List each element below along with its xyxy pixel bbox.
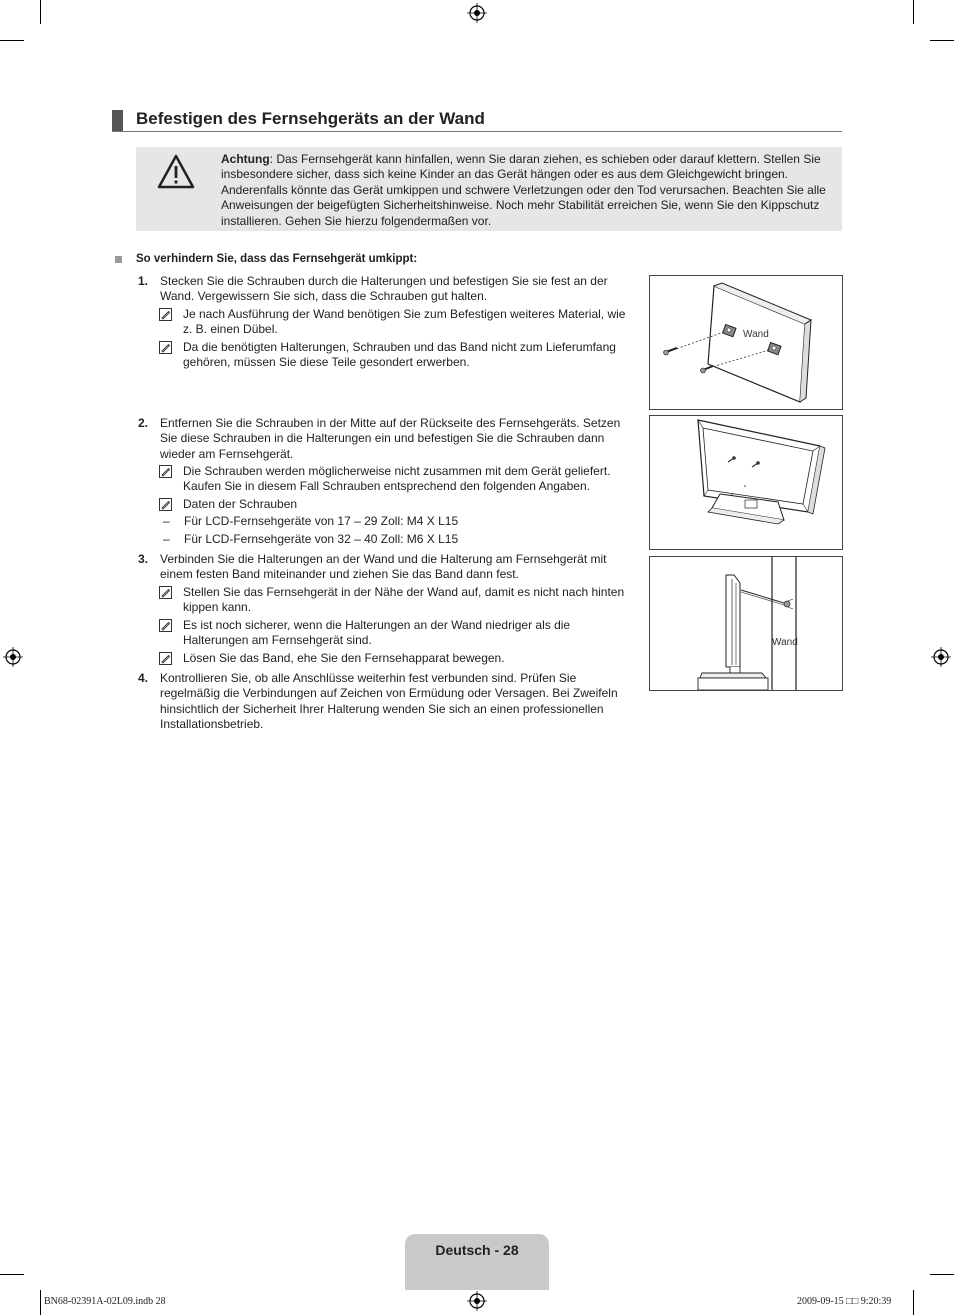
step-number: 3. (138, 552, 149, 566)
crop-mark (40, 1290, 41, 1315)
step-number: 4. (138, 671, 149, 685)
registration-mark-icon (467, 1291, 487, 1311)
crop-mark (913, 1290, 914, 1315)
note-text: Daten der Schrauben (183, 497, 298, 511)
note-text: Je nach Ausführung der Wand benötigen Sie zum Befestigen weiteres Material, wie z. B. einen Dübel. (183, 307, 626, 337)
note-pencil-icon (159, 341, 172, 354)
step-3 (136, 552, 636, 583)
note-item (159, 307, 637, 338)
note-item (159, 464, 637, 495)
note-item (159, 585, 637, 616)
note-text: Stellen Sie das Fernsehgerät in der Nähe der Wand auf, damit es nicht nach hinten kippen kann. (183, 585, 625, 615)
note-pencil-icon (159, 308, 172, 321)
step-2 (136, 416, 636, 462)
title-underline (112, 131, 842, 132)
registration-mark-icon (931, 647, 951, 667)
footer-file-info: BN68-02391A-02L09.indb 28 (44, 1296, 166, 1307)
page-title: Befestigen des Fernsehgeräts an der Wand (136, 109, 485, 128)
dash-item (163, 514, 459, 529)
note-pencil-icon (159, 652, 172, 665)
note-text: Lösen Sie das Band, ehe Sie den Fernsehapparat bewegen. (183, 651, 505, 665)
warning-triangle-icon (156, 153, 196, 191)
step-text: Stecken Sie die Schrauben durch die Halterungen und befestigen Sie sie fest an der Wand. Vergewissern Sie sich, dass die Schrauben gut halten. (160, 274, 608, 304)
wall-label: Wand (743, 329, 769, 340)
crop-mark (913, 0, 914, 24)
figure-tv-back (649, 415, 843, 550)
dash-text: Für LCD-Fernsehgeräte von 17 – 29 Zoll: M4 X L15 (184, 514, 459, 528)
step-text: Kontrollieren Sie, ob alle Anschlüsse weiterhin fest verbunden sind. Prüfen Sie regelmäßig die Verbindungen auf Zeichen von Ermüdung oder Versagen. Bei Zweifeln hinsichtlich der Sicherheit Ihrer Halterung wenden Sie sich an einen professionellen Installationsbetrieb. (160, 671, 618, 732)
crop-mark (0, 1274, 24, 1275)
step-number: 1. (138, 274, 149, 288)
figure-side-strap (649, 556, 843, 691)
wall-label: Wand (772, 637, 798, 648)
caution-text (221, 152, 826, 229)
subsection-title: So verhindern Sie, dass das Fernsehgerät umkippt: (136, 253, 418, 265)
note-pencil-icon (159, 465, 172, 478)
caution-box (136, 147, 842, 231)
caution-body: : Das Fernsehgerät kann hinfallen, wenn Sie daran ziehen, es schieben oder darauf klettern. Stellen Sie insbesondere sicher, dass sich keine Kinder an das Gerät hängen oder es aus dem Gleichgewicht bringen. Anderenfalls könnte das Gerät umkippen und schwere Verletzungen oder den Tod verursachen. Beachten Sie alle Anweisungen der beigefügten Sicherheitshinweise. Noch mehr Stabilität erreichen Sie, wenn Sie den Kippschutz installieren. Gehen Sie hierzu folgendermaßen vor. (221, 152, 826, 228)
registration-mark-icon (3, 647, 23, 667)
note-pencil-icon (159, 498, 172, 511)
note-pencil-icon (159, 619, 172, 632)
tv-back-illustration (650, 416, 842, 549)
crop-mark (40, 0, 41, 24)
step-number: 2. (138, 416, 149, 430)
step-text: Entfernen Sie die Schrauben in der Mitte auf der Rückseite des Fernsehgeräts. Setzen Sie diese Schrauben in die Halterungen ein und befestigen Sie die Schrauben dann wieder am Fernsehgerät. (160, 416, 621, 461)
title-bar-marker (112, 110, 123, 132)
note-text: Es ist noch sicherer, wenn die Halterungen an der Wand niedriger als die Halterungen am Fernsehgerät sind. (183, 618, 571, 648)
note-pencil-icon (159, 586, 172, 599)
step-text: Verbinden Sie die Halterungen an der Wand und die Halterung am Fernsehgerät mit einem festen Band miteinander und ziehen Sie das Band dann fest. (160, 552, 607, 582)
dash-text: Für LCD-Fernsehgeräte von 32 – 40 Zoll: M6 X L15 (184, 532, 459, 546)
note-text: Die Schrauben werden möglicherweise nicht zusammen mit dem Gerät geliefert. Kaufen Sie in diesem Fall Schrauben entsprechend den folgenden Angaben. (183, 464, 611, 494)
step-4 (136, 671, 636, 733)
dash-item (163, 532, 459, 547)
figure-wall-brackets (649, 275, 843, 410)
crop-mark (930, 1274, 954, 1275)
side-strap-illustration (650, 557, 842, 690)
crop-mark (0, 40, 24, 41)
registration-mark-icon (467, 3, 487, 23)
note-item (159, 651, 637, 666)
crop-mark (930, 40, 954, 41)
step-1 (136, 274, 636, 305)
dash-mark: – (163, 514, 170, 528)
note-item (159, 618, 637, 649)
caution-label: Achtung (221, 152, 270, 166)
dash-mark: – (163, 532, 170, 546)
note-item (159, 340, 637, 371)
note-item (159, 497, 637, 512)
footer-datetime: 2009-09-15 □□ 9:20:39 (797, 1296, 892, 1307)
wall-bracket-illustration (650, 276, 842, 409)
bullet-square-icon (115, 256, 122, 263)
note-text: Da die benötigten Halterungen, Schrauben und das Band nicht zum Lieferumfang gehören, müssen Sie diese Teile gesondert erwerben. (183, 340, 616, 370)
page-number: Deutsch - 28 (435, 1242, 519, 1258)
page-number-tab (405, 1234, 549, 1290)
